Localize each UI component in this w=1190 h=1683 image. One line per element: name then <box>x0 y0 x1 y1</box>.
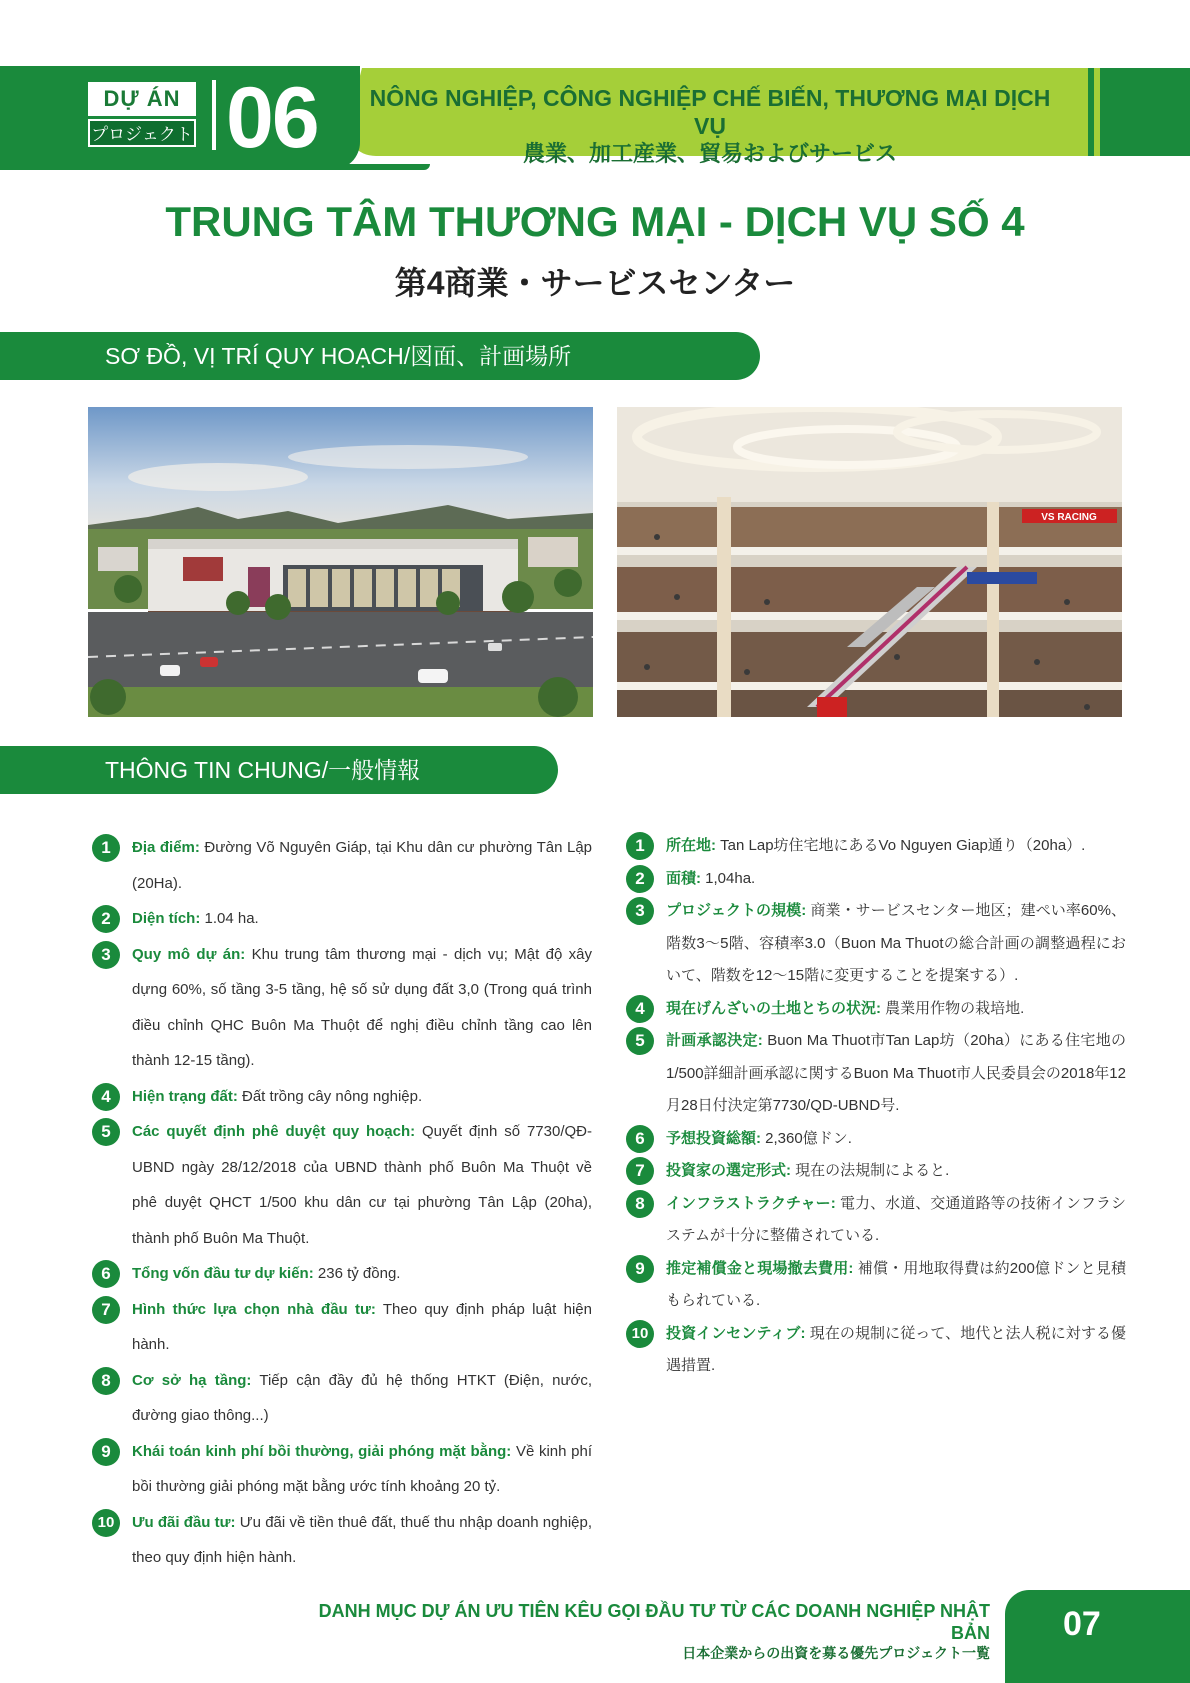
item-number-badge: 10 <box>92 1509 120 1537</box>
info-item <box>92 937 592 1079</box>
item-label: Ưu đãi đầu tư: <box>132 1513 236 1531</box>
item-label: Các quyết định phê duyệt quy hoạch: <box>132 1123 416 1140</box>
category-ja: 農業、加工産業、貿易およびサービス <box>522 141 897 166</box>
item-label: プロジェクトの規模: <box>666 902 807 919</box>
item-number-badge: 7 <box>92 1296 120 1324</box>
info-item <box>92 901 592 937</box>
category-heading <box>360 84 1060 168</box>
page-title-vi: TRUNG TÂM THƯƠNG MẠI - DỊCH VỤ SỐ 4 <box>165 198 1025 245</box>
item-text: 補償・用地取得費は約200億ドンと見積もられている. <box>666 1259 1127 1309</box>
item-number-badge: 6 <box>626 1125 654 1153</box>
item-label: 所在地: <box>666 837 716 854</box>
item-number-badge: 7 <box>626 1157 654 1185</box>
item-label: Hình thức lựa chọn nhà đầu tư: <box>132 1300 376 1318</box>
item-number-badge: 5 <box>92 1118 120 1146</box>
badge-label-ja: プロジェクト <box>88 119 196 147</box>
exterior-photo-illustration <box>88 407 593 717</box>
item-number-badge: 9 <box>92 1438 120 1466</box>
info-item <box>626 1123 1126 1156</box>
item-label: 投資家の選定形式: <box>666 1162 791 1179</box>
info-list-ja <box>626 830 1126 1383</box>
item-text: Buon Ma Thuot市Tan Lap坊（20ha）にある住宅地の1/500詳細計画承認に関するBuon Ma Thuot市人民委員会の2018年12月28日付決定第7730/QD-UBND号. <box>666 1032 1126 1114</box>
item-number-badge: 5 <box>626 1027 654 1055</box>
item-text: 農業用作物の栽培地. <box>881 999 1025 1017</box>
info-item <box>626 1025 1126 1123</box>
item-number-badge: 3 <box>626 897 654 925</box>
item-label: Địa điểm: <box>132 839 200 856</box>
item-number-badge: 2 <box>626 865 654 893</box>
header-right-block <box>1100 68 1190 156</box>
info-item <box>626 993 1126 1026</box>
info-item <box>92 830 592 901</box>
item-text: Ưu đãi về tiền thuê đất, thuế thu nhập doanh nghiệp, theo quy định hiện hành. <box>132 1513 592 1566</box>
footer-title-vi: DANH MỤC DỰ ÁN ƯU TIÊN KÊU GỌI ĐẦU TƯ TỪ CÁC DOANH NGHIỆP NHẬT BẢN <box>318 1601 990 1643</box>
info-item <box>92 1292 592 1363</box>
item-label: Diện tích: <box>132 910 201 927</box>
item-number-badge: 4 <box>92 1083 120 1111</box>
page-number: 07 <box>1005 1590 1190 1683</box>
item-label: 推定補償金と現場撤去費用: <box>666 1259 854 1277</box>
info-list-vi <box>92 830 592 1576</box>
item-text: 1.04 ha. <box>200 910 259 927</box>
item-text: Đất trồng cây nông nghiệp. <box>237 1087 423 1105</box>
item-label: インフラストラクチャー: <box>666 1194 836 1212</box>
item-text: Về kinh phí bồi thường giải phóng mặt bằng ước tính khoảng 20 tỷ. <box>132 1442 593 1495</box>
category-vi: NÔNG NGHIỆP, CÔNG NGHIỆP CHẾ BIẾN, THƯƠNG MẠI DỊCH VỤ <box>369 85 1051 139</box>
item-label: 面積: <box>666 869 701 887</box>
item-text: Tan Lap坊住宅地にあるVo Nguyen Giap通り（20ha）. <box>716 837 1086 854</box>
item-label: 投資インセンティブ: <box>666 1324 806 1342</box>
info-item <box>626 1318 1126 1383</box>
info-item <box>92 1363 592 1434</box>
item-label: Hiện trạng đất: <box>132 1087 238 1105</box>
item-text: 2,360億ドン. <box>761 1129 852 1147</box>
exterior-photo <box>88 407 593 717</box>
info-item <box>92 1114 592 1256</box>
interior-photo-illustration <box>617 407 1122 717</box>
info-item <box>626 1253 1126 1318</box>
item-number-badge: 4 <box>626 995 654 1023</box>
info-item <box>626 863 1126 896</box>
footer-text <box>300 1600 990 1662</box>
item-text: 1,04ha. <box>701 869 756 887</box>
item-text: 現在の法規制によると. <box>791 1162 950 1179</box>
item-text: Tiếp cận đầy đủ hệ thống HTKT (Điện, nước, đường giao thông...) <box>132 1371 592 1424</box>
item-number-badge: 3 <box>92 941 120 969</box>
info-item <box>92 1079 592 1115</box>
item-label: Khái toán kinh phí bồi thường, giải phóng mặt bằng: <box>132 1442 512 1460</box>
item-number-badge: 8 <box>92 1367 120 1395</box>
item-text: Khu trung tâm thương mại - dịch vụ; Mật độ xây dựng 60%, số tầng 3-5 tầng, hệ số sử dụng đất 3,0 (Trong quá trình điều chỉnh QHC Buôn Ma Thuột để nghị điều chỉnh tầng cao lên thành 12-15 tầng). <box>132 945 592 1069</box>
item-number-badge: 8 <box>626 1190 654 1218</box>
info-item <box>626 895 1126 993</box>
item-label: 予想投資総額: <box>666 1129 761 1147</box>
page-title-ja: 第4商業・サービスセンター <box>394 265 796 301</box>
header-stripe <box>1088 68 1094 156</box>
item-number-badge: 6 <box>92 1260 120 1288</box>
item-number-badge: 1 <box>626 832 654 860</box>
interior-photo <box>617 407 1122 717</box>
item-number-badge: 10 <box>626 1320 654 1348</box>
item-label: Tổng vốn đầu tư dự kiến: <box>132 1265 314 1282</box>
project-badge <box>88 82 196 147</box>
info-item <box>626 1188 1126 1253</box>
info-item <box>92 1505 592 1576</box>
item-text: 商業・サービスセンター地区；建ぺい率60%、階数3～5階、容積率3.0（Buon Ma Thuotの総合計画の調整過程において、階数を12～15階に変更することを提案する）. <box>666 902 1127 984</box>
item-text: Đường Võ Nguyên Giáp, tại Khu dân cư phường Tân Lập (20Ha). <box>132 839 593 892</box>
project-number: 06 <box>226 70 318 166</box>
section-plan-heading: SƠ ĐỒ, VỊ TRÍ QUY HOẠCH/図面、計画場所 <box>0 332 760 380</box>
vs-racing-sign: VS RACING <box>1041 512 1097 523</box>
item-number-badge: 9 <box>626 1255 654 1283</box>
section-general-heading: THÔNG TIN CHUNG/一般情報 <box>0 746 558 794</box>
info-item <box>92 1434 592 1505</box>
info-item <box>626 1155 1126 1188</box>
item-label: 現在げんざいの土地とちの状況: <box>666 999 881 1017</box>
item-label: 計画承認決定: <box>666 1032 763 1049</box>
header-divider <box>212 80 216 150</box>
item-text: 236 tỷ đồng. <box>313 1265 401 1282</box>
item-text: 電力、水道、交通道路等の技術インフラシステムが十分に整備されている. <box>666 1194 1126 1244</box>
item-text: 現在の規制に従って、地代と法人税に対する優遇措置. <box>666 1324 1126 1374</box>
item-text: Theo quy định pháp luật hiện hành. <box>132 1300 592 1353</box>
item-number-badge: 2 <box>92 905 120 933</box>
badge-label-vi: DỰ ÁN <box>88 82 196 116</box>
footer-title-ja: 日本企業からの出資を募る優先プロジェクト一覧 <box>682 1645 990 1661</box>
item-label: Cơ sở hạ tầng: <box>132 1371 252 1389</box>
item-text: Quyết định số 7730/QĐ-UBND ngày 28/12/2018 của UBND thành phố Buôn Ma Thuột về phê duyệt QHCT 1/500 khu dân cư tại phường Tân Lập (20ha), thành phố Buôn Ma Thuột. <box>132 1123 592 1247</box>
item-number-badge: 1 <box>92 834 120 862</box>
info-item <box>626 830 1126 863</box>
info-item <box>92 1256 592 1292</box>
item-label: Quy mô dự án: <box>132 945 246 963</box>
